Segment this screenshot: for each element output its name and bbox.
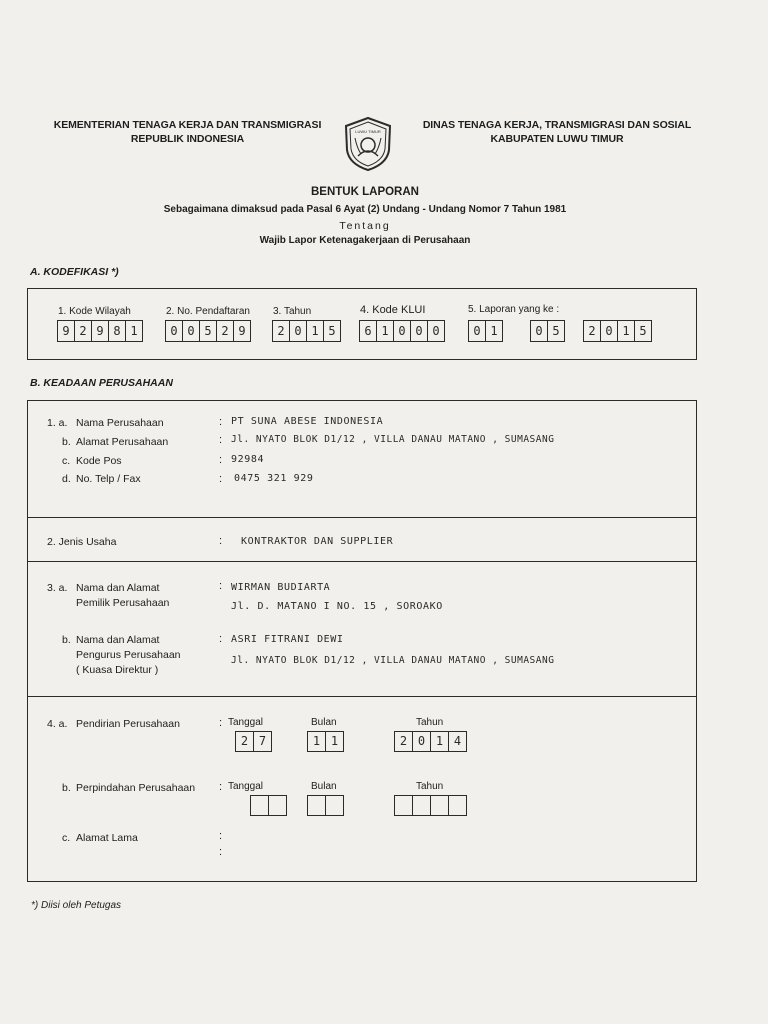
digit-cell[interactable] xyxy=(449,796,467,815)
tahun-header: Tahun xyxy=(416,781,444,792)
tanggal-header: Tanggal xyxy=(228,717,264,728)
laporan-ke-label: 5. Laporan yang ke : xyxy=(468,304,560,315)
divider xyxy=(27,696,697,697)
digit-cell[interactable]: 1 xyxy=(431,732,449,751)
digit-cell[interactable] xyxy=(431,796,449,815)
footnote: *) Diisi oleh Petugas xyxy=(31,900,122,911)
divider xyxy=(27,561,697,562)
agency-line-1: DINAS TENAGA KERJA, TRANSMIGRASI DAN SOSIAL xyxy=(422,119,692,131)
alamat-lama-label: Alamat Lama xyxy=(76,832,138,844)
colon: : xyxy=(219,535,223,547)
jenis-usaha-value[interactable]: KONTRAKTOR DAN SUPPLIER xyxy=(241,536,394,547)
kode-klui-cells[interactable] xyxy=(359,320,445,342)
ministry-line-1: KEMENTERIAN TENAGA KERJA DAN TRANSMIGRASI xyxy=(53,119,322,131)
digit-cell[interactable]: 1 xyxy=(618,321,635,341)
item-1d-prefix: d. xyxy=(62,473,71,485)
divider xyxy=(27,517,697,518)
bulan-header: Bulan xyxy=(311,717,337,728)
digit-cell[interactable]: 2 xyxy=(217,321,234,341)
item-1-number: 1. a. xyxy=(47,417,68,429)
colon: : xyxy=(219,846,223,858)
alamat-perusahaan-value[interactable]: Jl. NYATO BLOK D1/12 , VILLA DANAU MATANO , SUMASANG xyxy=(231,434,555,445)
pemilik-label-2: Pemilik Perusahaan xyxy=(76,597,170,609)
agency-line-2: KABUPATEN LUWU TIMUR xyxy=(490,133,624,145)
digit-cell[interactable]: 7 xyxy=(254,732,272,751)
digit-cell[interactable]: 2 xyxy=(273,321,290,341)
regency-seal-icon xyxy=(343,116,393,172)
nama-perusahaan-value[interactable]: PT SUNA ABESE INDONESIA xyxy=(231,416,384,427)
colon: : xyxy=(219,416,223,428)
pendirian-tahun-cells[interactable] xyxy=(394,731,467,752)
colon: : xyxy=(219,580,223,592)
digit-cell[interactable]: 2 xyxy=(395,732,413,751)
alamat-perusahaan-label: Alamat Perusahaan xyxy=(76,436,169,448)
pengurus-alamat-value[interactable]: Jl. NYATO BLOK D1/12 , VILLA DANAU MATANO , SUMASANG xyxy=(231,655,555,666)
item-3b-prefix: b. xyxy=(62,634,71,646)
digit-cell[interactable]: 0 xyxy=(531,321,548,341)
digit-cell[interactable]: 0 xyxy=(411,321,428,341)
pendirian-tanggal-cells[interactable] xyxy=(235,731,272,752)
digit-cell[interactable]: 9 xyxy=(234,321,251,341)
pengurus-label-1: Nama dan Alamat xyxy=(76,634,160,646)
digit-cell[interactable]: 1 xyxy=(486,321,503,341)
no-pendaftaran-cells[interactable] xyxy=(165,320,251,342)
form-subject: Wajib Lapor Ketenagakerjaan di Perusahaan xyxy=(259,235,471,246)
digit-cell[interactable]: 0 xyxy=(601,321,618,341)
section-b-heading: B. KEADAAN PERUSAHAAN xyxy=(30,377,173,389)
pengurus-label-3: ( Kuasa Direktur ) xyxy=(76,664,159,676)
digit-cell[interactable]: 0 xyxy=(166,321,183,341)
telp-fax-value[interactable]: 0475 321 929 xyxy=(234,473,314,484)
kode-klui-label: 4. Kode KLUI xyxy=(360,304,426,316)
digit-cell[interactable] xyxy=(251,796,269,815)
colon: : xyxy=(219,434,223,446)
digit-cell[interactable]: 2 xyxy=(236,732,254,751)
digit-cell[interactable] xyxy=(308,796,326,815)
form-title: BENTUK LAPORAN xyxy=(311,186,419,198)
item-1c-prefix: c. xyxy=(62,455,71,467)
colon: : xyxy=(219,454,223,466)
pemilik-alamat-value[interactable]: Jl. D. MATANO I NO. 15 , SOROAKO xyxy=(231,601,443,612)
ministry-header xyxy=(40,118,335,146)
digit-cell[interactable]: 2 xyxy=(75,321,92,341)
kode-wilayah-label: 1. Kode Wilayah xyxy=(58,306,131,317)
digit-cell[interactable] xyxy=(413,796,431,815)
laporan-ke-cells-3[interactable] xyxy=(583,320,652,342)
digit-cell[interactable] xyxy=(395,796,413,815)
section-a-heading: A. KODEFIKASI *) xyxy=(30,266,119,278)
pendirian-bulan-cells[interactable] xyxy=(307,731,344,752)
digit-cell[interactable]: 6 xyxy=(360,321,377,341)
digit-cell[interactable]: 0 xyxy=(290,321,307,341)
digit-cell[interactable]: 0 xyxy=(413,732,431,751)
perpindahan-label: Perpindahan Perusahaan xyxy=(76,782,196,794)
item-3-number: 3. a. xyxy=(47,582,68,594)
digit-cell[interactable] xyxy=(326,796,344,815)
pengurus-label-2: Pengurus Perusahaan xyxy=(76,649,181,661)
digit-cell[interactable]: 0 xyxy=(428,321,445,341)
digit-cell[interactable]: 9 xyxy=(58,321,75,341)
colon: : xyxy=(219,781,223,793)
item-4-number: 4. a. xyxy=(47,718,68,730)
tanggal-header: Tanggal xyxy=(228,781,264,792)
seal-text: LUWU TIMUR xyxy=(355,129,381,134)
digit-cell[interactable]: 5 xyxy=(324,321,341,341)
colon: : xyxy=(219,473,223,485)
form-subtitle: Sebagaimana dimaksud pada Pasal 6 Ayat (2) Undang - Undang Nomor 7 Tahun 1981 xyxy=(163,204,567,215)
pendirian-label: Pendirian Perusahaan xyxy=(76,718,180,730)
form-tentang: Tentang xyxy=(339,220,391,232)
pemilik-label-1: Nama dan Alamat xyxy=(76,582,160,594)
digit-cell[interactable]: 1 xyxy=(308,732,326,751)
item-4c-prefix: c. xyxy=(62,832,71,844)
tahun-label: 3. Tahun xyxy=(273,306,312,317)
digit-cell[interactable]: 0 xyxy=(469,321,486,341)
tahun-header: Tahun xyxy=(416,717,444,728)
digit-cell[interactable]: 0 xyxy=(394,321,411,341)
laporan-ke-cells-2[interactable] xyxy=(530,320,565,342)
kode-pos-label: Kode Pos xyxy=(76,455,122,467)
no-pendaftaran-label: 2. No. Pendaftaran xyxy=(166,306,250,317)
perpindahan-bulan-cells[interactable] xyxy=(307,795,344,816)
digit-cell[interactable]: 1 xyxy=(377,321,394,341)
kode-wilayah-cells[interactable] xyxy=(57,320,143,342)
laporan-ke-cells-1[interactable] xyxy=(468,320,503,342)
kode-pos-value[interactable]: 92984 xyxy=(231,454,265,465)
item-1b-prefix: b. xyxy=(62,436,71,448)
digit-cell[interactable]: 8 xyxy=(109,321,126,341)
digit-cell[interactable]: 1 xyxy=(126,321,143,341)
nama-perusahaan-label: Nama Perusahaan xyxy=(76,417,164,429)
digit-cell[interactable]: 5 xyxy=(200,321,217,341)
digit-cell[interactable]: 5 xyxy=(548,321,565,341)
colon: : xyxy=(219,830,223,842)
perpindahan-tanggal-cells[interactable] xyxy=(250,795,287,816)
digit-cell[interactable]: 2 xyxy=(584,321,601,341)
digit-cell[interactable]: 0 xyxy=(183,321,200,341)
digit-cell[interactable]: 1 xyxy=(326,732,344,751)
colon: : xyxy=(219,717,223,729)
digit-cell[interactable]: 1 xyxy=(307,321,324,341)
tahun-cells[interactable] xyxy=(272,320,341,342)
pengurus-nama-value[interactable]: ASRI FITRANI DEWI xyxy=(231,634,344,645)
agency-header xyxy=(412,118,702,146)
perpindahan-tahun-cells[interactable] xyxy=(394,795,467,816)
digit-cell[interactable]: 5 xyxy=(635,321,652,341)
ministry-line-2: REPUBLIK INDONESIA xyxy=(130,133,245,145)
item-4b-prefix: b. xyxy=(62,782,71,794)
digit-cell[interactable] xyxy=(269,796,287,815)
pemilik-nama-value[interactable]: WIRMAN BUDIARTA xyxy=(231,582,331,593)
bulan-header: Bulan xyxy=(311,781,337,792)
digit-cell[interactable]: 4 xyxy=(449,732,467,751)
digit-cell[interactable]: 9 xyxy=(92,321,109,341)
jenis-usaha-label: 2. Jenis Usaha xyxy=(47,536,117,548)
telp-fax-label: No. Telp / Fax xyxy=(76,473,141,485)
colon: : xyxy=(219,633,223,645)
